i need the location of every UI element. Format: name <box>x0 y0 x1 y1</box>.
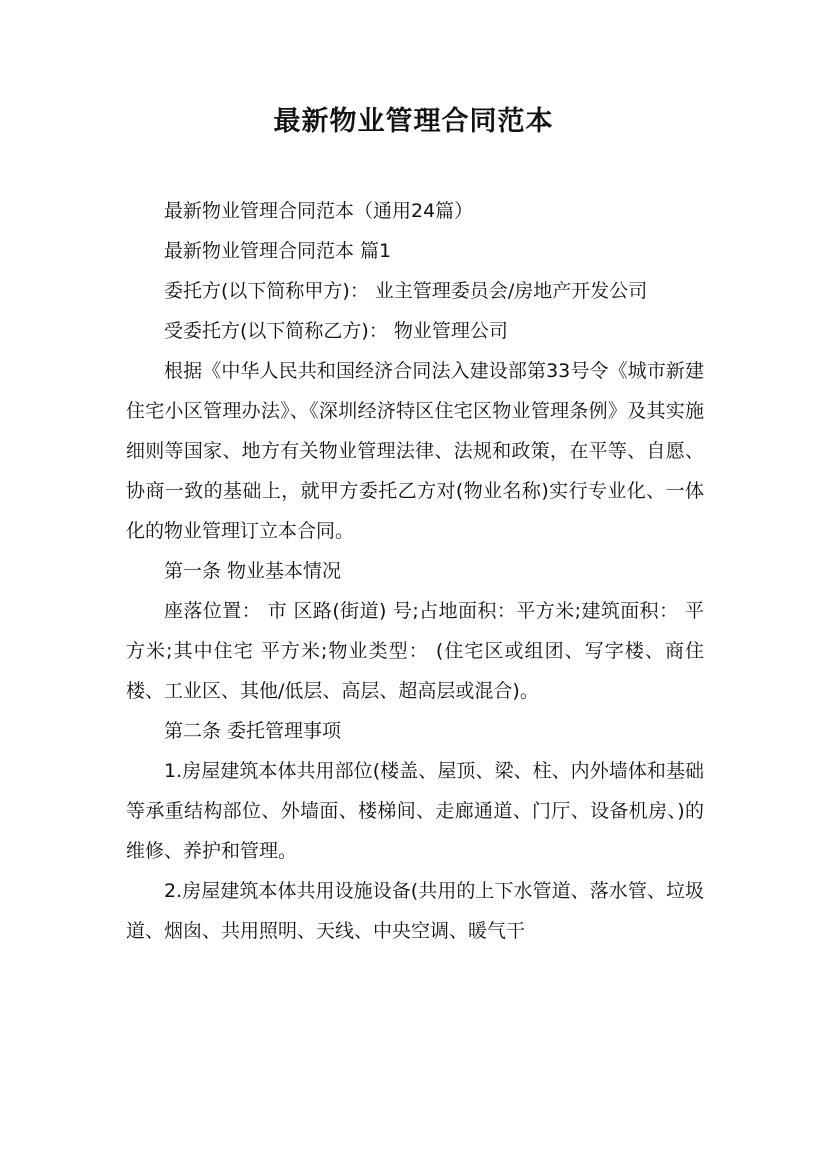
paragraph-property-info: 座落位置： 市 区路(街道) 号;占地面积：平方米;建筑面积： 平方米;其中住宅 平方米;物业类型： (住宅区或组团、写字楼、商住楼、工业区、其他/低层、高层、超高层或混合)。 <box>126 600 704 702</box>
paragraph-legal-basis: 根据《中华人民共和国经济合同法入建设部第33号令《城市新建住宅小区管理办法》、《深圳经济特区住宅区物业管理条例》及其实施细则等国家、地方有关物业管理法律、法规和政策，在平等、自愿、协商一致的基础上，就甲方委托乙方对(物业名称)实行专业化、一体化的物业管理订立本合同。 <box>126 360 704 542</box>
paragraph-heading-article-1: 最新物业管理合同范本 篇1 <box>164 240 392 262</box>
paragraph-section-1-heading: 第一条 物业基本情况 <box>164 560 342 582</box>
paragraph-party-a: 委托方(以下简称甲方)： 业主管理委员会/房地产开发公司 <box>164 280 648 302</box>
paragraph-section-2-heading: 第二条 委托管理事项 <box>164 720 342 742</box>
document-title: 最新物业管理合同范本 <box>273 106 554 137</box>
paragraph-subtitle: 最新物业管理合同范本（通用24篇） <box>164 200 474 222</box>
paragraph-item-2: 2.房屋建筑本体共用设施设备(共用的上下水管道、落水管、垃圾道、烟囱、共用照明、天线、中央空调、暖气干 <box>126 880 704 942</box>
document-body <box>126 191 704 951</box>
paragraph-item-1: 1.房屋建筑本体共用部位(楼盖、屋顶、梁、柱、内外墙体和基础等承重结构部位、外墙面、楼梯间、走廊通道、门厅、设备机房、)的维修、养护和管理。 <box>126 760 704 862</box>
paragraph-party-b: 受委托方(以下简称乙方)： 物业管理公司 <box>164 320 508 342</box>
